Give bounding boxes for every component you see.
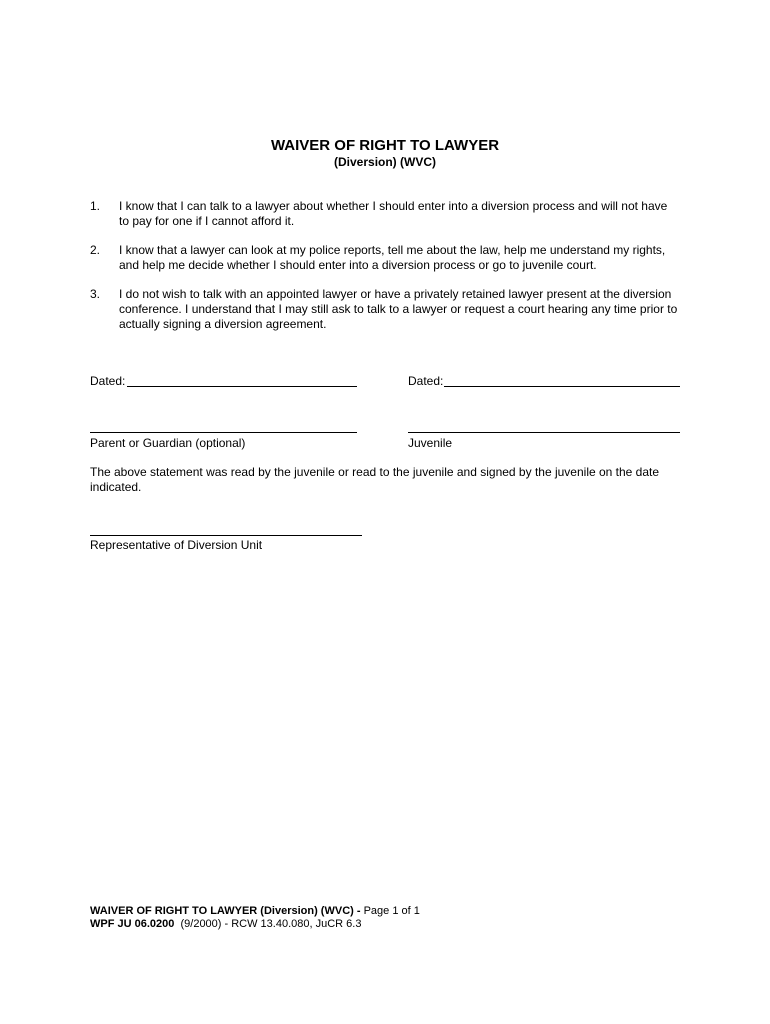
list-item-text: I do not wish to talk with an appointed lawyer or have a privately retained lawyer present at the diversion conference. I understand that I may still ask to talk to a lawyer or request a court hearing any time prior to actually signing a diversion agreement. <box>119 287 678 331</box>
list-item-text: I know that a lawyer can look at my police reports, tell me about the law, help me understand my rights, and help me decide whether I should enter into a diversion process or go to juvenile court. <box>119 243 666 272</box>
footer-form-title: WAIVER OF RIGHT TO LAWYER (Diversion) (WVC) - <box>90 905 361 917</box>
dated-left-label: Dated: <box>90 374 126 388</box>
list-item-number: 1. <box>90 199 101 213</box>
document-subtitle: (Diversion) (WVC) <box>334 155 436 169</box>
dated-right-label: Dated: <box>408 374 444 388</box>
statement-paragraph: The above statement was read by the juvenile or read to the juvenile and signed by the juvenile on the date indicated. <box>90 465 660 494</box>
parent-signature-label: Parent or Guardian (optional) <box>90 436 246 450</box>
dated-left-line[interactable] <box>127 386 357 387</box>
representative-signature-label: Representative of Diversion Unit <box>90 538 263 552</box>
list-item-text: I know that I can talk to a lawyer about whether I should enter into a diversion process and will not have to pay for one if I cannot afford it. <box>119 199 668 228</box>
juvenile-signature-line[interactable] <box>408 432 680 433</box>
footer-citation: (9/2000) - RCW 13.40.080, JuCR 6.3 <box>174 918 362 930</box>
footer-page-number: Page 1 of 1 <box>360 905 420 917</box>
dated-right-line[interactable] <box>444 386 680 387</box>
footer-form-code: WPF JU 06.0200 <box>90 918 175 930</box>
list-item <box>90 287 680 332</box>
document-title: WAIVER OF RIGHT TO LAWYER <box>270 137 500 154</box>
list-item-number: 3. <box>90 287 101 301</box>
representative-signature-line[interactable] <box>90 535 362 536</box>
footer-line-1 <box>90 905 420 918</box>
list-item <box>90 243 680 273</box>
list-item <box>90 199 680 229</box>
footer-line-2 <box>90 918 361 931</box>
juvenile-signature-label: Juvenile <box>408 436 453 450</box>
parent-signature-line[interactable] <box>90 432 357 433</box>
list-item-number: 2. <box>90 243 101 257</box>
